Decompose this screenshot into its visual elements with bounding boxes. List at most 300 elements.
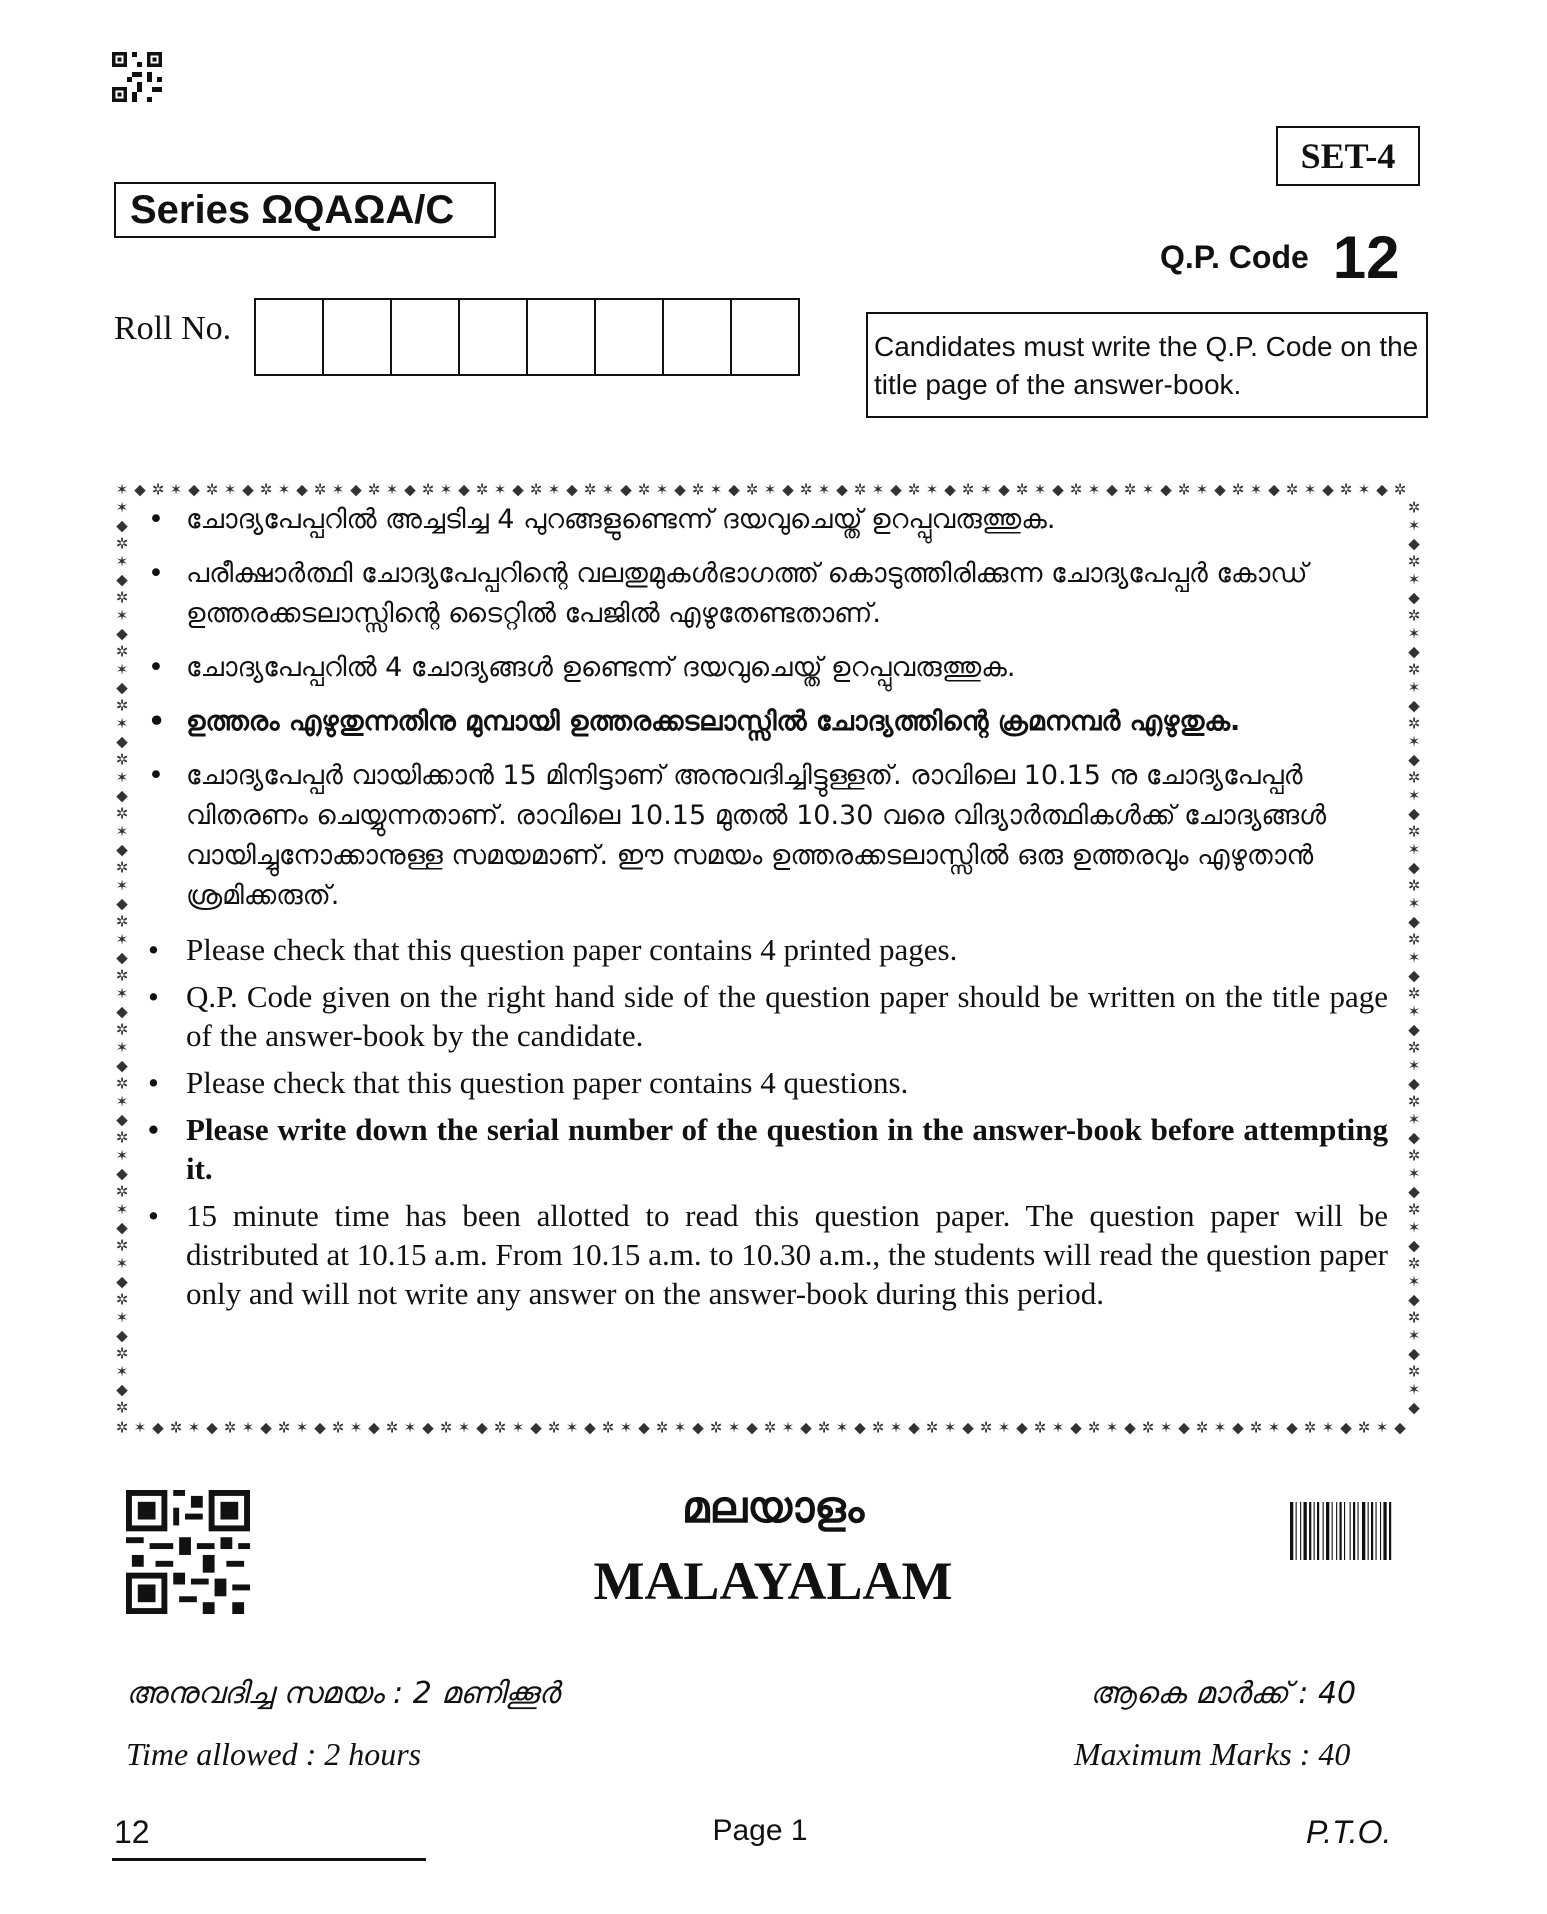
svg-text:✶: ✶	[439, 480, 453, 499]
svg-text:✶: ✶	[277, 480, 291, 499]
bullet-icon: •	[148, 1198, 159, 1233]
svg-text:✶: ✶	[115, 984, 129, 1003]
svg-text:✲: ✲	[1033, 1418, 1047, 1437]
svg-text:✶: ✶	[1407, 948, 1421, 967]
svg-text:◆: ◆	[116, 1326, 128, 1345]
svg-text:◆: ◆	[116, 678, 128, 697]
svg-text:◆: ◆	[206, 1418, 218, 1437]
svg-text:✲: ✲	[1407, 876, 1421, 895]
svg-text:◆: ◆	[1340, 1418, 1352, 1437]
svg-text:◆: ◆	[116, 1110, 128, 1129]
svg-text:✲: ✲	[547, 1418, 561, 1437]
svg-text:◆: ◆	[188, 480, 200, 499]
svg-text:◆: ◆	[134, 480, 146, 499]
qp-code-value: 12	[1332, 223, 1400, 291]
svg-text:✶: ✶	[115, 660, 129, 679]
footer-underline	[112, 1858, 426, 1861]
svg-text:◆: ◆	[692, 1418, 704, 1437]
svg-text:✲: ✲	[115, 534, 129, 553]
svg-text:✲: ✲	[799, 480, 813, 499]
subject-title-malayalam: മലയാളം	[681, 1482, 865, 1533]
svg-text:✶: ✶	[115, 1092, 129, 1111]
svg-text:✲: ✲	[115, 858, 129, 877]
svg-text:✶: ✶	[187, 1418, 201, 1437]
max-marks-malayalam: ആകെ മാർക്ക് : 40	[1090, 1676, 1357, 1711]
roll-no-box[interactable]	[392, 300, 460, 374]
svg-text:✶: ✶	[1407, 624, 1421, 643]
svg-text:✶: ✶	[1249, 480, 1263, 499]
svg-text:◆: ◆	[116, 1002, 128, 1021]
svg-text:◆: ◆	[836, 480, 848, 499]
time-allowed-malayalam: അനുവദിച്ച സമയം : 2 മണിക്കൂർ	[126, 1676, 560, 1711]
svg-text:✶: ✶	[115, 930, 129, 949]
svg-text:✲: ✲	[223, 1418, 237, 1437]
svg-text:✲: ✲	[1087, 1418, 1101, 1437]
svg-text:✶: ✶	[115, 876, 129, 895]
svg-text:✲: ✲	[115, 588, 129, 607]
svg-text:◆: ◆	[1408, 1344, 1420, 1363]
svg-text:◆: ◆	[728, 480, 740, 499]
instruction-text: Q.P. Code given on the right hand side of the question paper should be written on the title page of the answer-book by the candidate.	[186, 979, 1388, 1053]
roll-no-box[interactable]	[664, 300, 732, 374]
footer-code: 12	[114, 1814, 150, 1850]
svg-text:◆: ◆	[1408, 912, 1420, 931]
svg-text:◆: ◆	[1408, 696, 1420, 715]
svg-text:✶: ✶	[943, 1418, 957, 1437]
roll-no-box[interactable]	[528, 300, 596, 374]
svg-text:✶: ✶	[1407, 678, 1421, 697]
instruction-text: ചോദ്യപേപ്പറിൽ അച്ചടിച്ച 4 പുറങ്ങളുണ്ടെന്ന് ദയവുചെയ്ത് ഉറപ്പുവരുത്തുക.	[186, 504, 1056, 535]
svg-text:◆: ◆	[998, 480, 1010, 499]
svg-text:✲: ✲	[421, 480, 435, 499]
svg-text:✲: ✲	[1407, 930, 1421, 949]
svg-text:✶: ✶	[457, 1418, 471, 1437]
svg-text:✶: ✶	[115, 498, 129, 517]
svg-text:✶: ✶	[349, 1418, 363, 1437]
svg-text:✲: ✲	[493, 1418, 507, 1437]
svg-text:✲: ✲	[529, 480, 543, 499]
svg-text:◆: ◆	[566, 480, 578, 499]
svg-text:◆: ◆	[1408, 642, 1420, 661]
svg-text:✲: ✲	[115, 696, 129, 715]
bullet-icon: •	[148, 558, 164, 589]
svg-text:✲: ✲	[205, 480, 219, 499]
svg-text:✶: ✶	[1407, 840, 1421, 859]
svg-text:✶: ✶	[871, 480, 885, 499]
svg-text:✶: ✶	[115, 606, 129, 625]
svg-text:◆: ◆	[1016, 1418, 1028, 1437]
svg-text:◆: ◆	[1408, 858, 1420, 877]
svg-text:✶: ✶	[1267, 1418, 1281, 1437]
svg-text:✲: ✲	[115, 1020, 129, 1039]
svg-text:✲: ✲	[1393, 480, 1407, 499]
svg-text:✲: ✲	[115, 966, 129, 985]
svg-text:◆: ◆	[782, 480, 794, 499]
svg-text:✶: ✶	[1407, 1056, 1421, 1075]
svg-text:◆: ◆	[368, 1418, 380, 1437]
svg-text:✲: ✲	[1407, 1362, 1421, 1381]
svg-text:✶: ✶	[1087, 480, 1101, 499]
svg-text:✲: ✲	[1339, 480, 1353, 499]
svg-text:◆: ◆	[116, 624, 128, 643]
svg-text:✲: ✲	[115, 1418, 129, 1437]
footer-page-number: Page 1	[712, 1814, 808, 1847]
svg-text:✲: ✲	[115, 750, 129, 769]
roll-no-box[interactable]	[256, 300, 324, 374]
svg-text:✲: ✲	[583, 480, 597, 499]
svg-text:✶: ✶	[1375, 1418, 1389, 1437]
svg-text:✲: ✲	[1141, 1418, 1155, 1437]
instruction-item	[148, 1063, 1388, 1102]
svg-text:✶: ✶	[115, 1200, 129, 1219]
svg-text:◆: ◆	[116, 1164, 128, 1183]
svg-text:◆: ◆	[476, 1418, 488, 1437]
svg-text:✶: ✶	[169, 480, 183, 499]
svg-text:✲: ✲	[1177, 480, 1191, 499]
svg-text:✲: ✲	[1231, 480, 1245, 499]
svg-text:◆: ◆	[1408, 750, 1420, 769]
svg-text:◆: ◆	[458, 480, 470, 499]
svg-text:✲: ✲	[763, 1418, 777, 1437]
svg-text:✶: ✶	[1051, 1418, 1065, 1437]
svg-text:✲: ✲	[115, 804, 129, 823]
svg-text:✶: ✶	[115, 768, 129, 787]
svg-text:◆: ◆	[1408, 534, 1420, 553]
svg-text:✶: ✶	[115, 480, 129, 499]
svg-text:✲: ✲	[1407, 1146, 1421, 1165]
svg-text:◆: ◆	[944, 480, 956, 499]
candidate-note: Candidates must write the Q.P. Code on the title page of the answer-book.	[866, 312, 1428, 418]
bullet-icon: •	[148, 652, 164, 683]
svg-text:✶: ✶	[115, 1146, 129, 1165]
svg-text:✶: ✶	[547, 480, 561, 499]
svg-text:✲: ✲	[1407, 1308, 1421, 1327]
svg-text:✶: ✶	[673, 1418, 687, 1437]
svg-text:✲: ✲	[1069, 480, 1083, 499]
svg-text:✶: ✶	[1407, 1218, 1421, 1237]
svg-text:✶: ✶	[1407, 1110, 1421, 1129]
svg-text:◆: ◆	[116, 948, 128, 967]
svg-text:✲: ✲	[979, 1418, 993, 1437]
svg-text:✶: ✶	[1407, 1272, 1421, 1291]
roll-no-box[interactable]	[732, 300, 798, 374]
svg-text:✶: ✶	[1213, 1418, 1227, 1437]
instruction-item	[148, 702, 1388, 742]
bullet-icon: •	[148, 979, 159, 1014]
instruction-item	[148, 756, 1388, 916]
svg-text:✶: ✶	[817, 480, 831, 499]
svg-text:✲: ✲	[1015, 480, 1029, 499]
svg-text:◆: ◆	[1394, 1418, 1406, 1437]
instructions-malayalam	[148, 500, 1388, 916]
svg-text:◆: ◆	[1408, 1398, 1420, 1417]
svg-text:✲: ✲	[1407, 1038, 1421, 1057]
svg-text:✲: ✲	[115, 642, 129, 661]
svg-text:◆: ◆	[512, 480, 524, 499]
svg-text:✶: ✶	[1105, 1418, 1119, 1437]
svg-text:✲: ✲	[961, 480, 975, 499]
svg-text:✲: ✲	[691, 480, 705, 499]
svg-text:✶: ✶	[115, 552, 129, 571]
qp-code-label: Q.P. Code	[1160, 238, 1309, 275]
svg-text:✶: ✶	[889, 1418, 903, 1437]
svg-text:◆: ◆	[1408, 1074, 1420, 1093]
bullet-icon: •	[148, 932, 159, 967]
svg-text:✶: ✶	[1407, 732, 1421, 751]
svg-text:✲: ✲	[115, 1344, 129, 1363]
svg-text:✲: ✲	[907, 480, 921, 499]
svg-text:✲: ✲	[925, 1418, 939, 1437]
svg-text:◆: ◆	[530, 1418, 542, 1437]
svg-text:✶: ✶	[1195, 480, 1209, 499]
svg-text:◆: ◆	[116, 516, 128, 535]
svg-text:✲: ✲	[1407, 1254, 1421, 1273]
svg-text:✶: ✶	[997, 1418, 1011, 1437]
svg-text:◆: ◆	[584, 1418, 596, 1437]
svg-text:◆: ◆	[116, 1272, 128, 1291]
svg-text:✲: ✲	[475, 480, 489, 499]
instructions-block	[148, 500, 1388, 1321]
svg-text:✶: ✶	[511, 1418, 525, 1437]
svg-text:✶: ✶	[1141, 480, 1155, 499]
svg-text:◆: ◆	[1408, 1020, 1420, 1039]
instruction-text: ചോദ്യപേപ്പർ വായിക്കാൻ 15 മിനിട്ടാണ് അനുവദിച്ചിട്ടുള്ളത്. രാവിലെ 10.15 നു ചോദ്യപേപ്പർ വിതരണം ചെയ്യുന്നതാണ്. രാവിലെ 10.15 മുതൽ 10.30 വരെ വിദ്യാർത്ഥികൾക്ക് ചോദ്യങ്ങൾ വായിച്ചുനോക്കാനുള്ള സമയമാണ്. ഈ സമയം ഉത്തരക്കടലാസ്സിൽ ഒരു ഉത്തരവും എഴുതാൻ ശ്രമിക്കരുത്.	[186, 760, 1327, 911]
svg-text:✶: ✶	[1407, 894, 1421, 913]
svg-text:◆: ◆	[638, 1418, 650, 1437]
svg-text:✶: ✶	[115, 1308, 129, 1327]
max-marks-english: Maximum Marks : 40	[1074, 1736, 1351, 1772]
svg-text:✶: ✶	[241, 1418, 255, 1437]
svg-text:◆: ◆	[1052, 480, 1064, 499]
svg-text:✶: ✶	[1357, 480, 1371, 499]
roll-no-box[interactable]	[596, 300, 664, 374]
svg-text:✶: ✶	[1159, 1418, 1173, 1437]
svg-text:✶: ✶	[223, 480, 237, 499]
svg-text:✲: ✲	[871, 1418, 885, 1437]
footer-pto: P.T.O.	[1306, 1814, 1392, 1850]
instruction-text: ചോദ്യപേപ്പറിൽ 4 ചോദ്യങ്ങൾ ഉണ്ടെന്ന് ദയവുചെയ്ത് ഉറപ്പുവരുത്തുക.	[186, 652, 1016, 683]
svg-text:✶: ✶	[115, 822, 129, 841]
svg-text:✲: ✲	[1407, 1092, 1421, 1111]
svg-text:◆: ◆	[1286, 1418, 1298, 1437]
svg-text:✲: ✲	[151, 480, 165, 499]
svg-text:✲: ✲	[745, 480, 759, 499]
svg-text:✲: ✲	[1407, 822, 1421, 841]
svg-text:◆: ◆	[800, 1418, 812, 1437]
svg-text:✶: ✶	[709, 480, 723, 499]
bullet-icon: •	[148, 1112, 159, 1147]
svg-text:◆: ◆	[260, 1418, 272, 1437]
svg-text:◆: ◆	[116, 1380, 128, 1399]
svg-text:✲: ✲	[1407, 606, 1421, 625]
svg-text:◆: ◆	[1070, 1418, 1082, 1437]
svg-text:✶: ✶	[115, 714, 129, 733]
svg-text:◆: ◆	[1322, 480, 1334, 499]
series-label: Series ΩQAΩA/C	[114, 182, 496, 238]
svg-text:✶: ✶	[295, 1418, 309, 1437]
svg-text:✶: ✶	[1407, 1002, 1421, 1021]
svg-text:◆: ◆	[314, 1418, 326, 1437]
svg-text:✲: ✲	[1357, 1418, 1371, 1437]
svg-text:✲: ✲	[1407, 498, 1421, 517]
instruction-text: Please check that this question paper contains 4 questions.	[186, 1065, 909, 1100]
instruction-text: Please check that this question paper contains 4 printed pages.	[186, 932, 958, 967]
svg-text:✶: ✶	[1407, 1164, 1421, 1183]
svg-text:✶: ✶	[133, 1418, 147, 1437]
svg-text:◆: ◆	[116, 840, 128, 859]
svg-text:◆: ◆	[1214, 480, 1226, 499]
svg-text:✲: ✲	[1303, 1418, 1317, 1437]
svg-text:◆: ◆	[116, 786, 128, 805]
svg-text:✲: ✲	[259, 480, 273, 499]
svg-text:✶: ✶	[655, 480, 669, 499]
svg-text:◆: ◆	[1408, 1290, 1420, 1309]
qr-code-large	[126, 1490, 250, 1614]
svg-text:✶: ✶	[1321, 1418, 1335, 1437]
svg-text:✶: ✶	[1407, 786, 1421, 805]
svg-text:✲: ✲	[1285, 480, 1299, 499]
qp-code	[1160, 222, 1400, 292]
svg-text:✲: ✲	[853, 480, 867, 499]
svg-text:◆: ◆	[1408, 804, 1420, 823]
svg-text:◆: ◆	[242, 480, 254, 499]
svg-text:◆: ◆	[890, 480, 902, 499]
svg-text:✲: ✲	[1249, 1418, 1263, 1437]
svg-text:✲: ✲	[277, 1418, 291, 1437]
svg-text:◆: ◆	[1408, 966, 1420, 985]
svg-text:◆: ◆	[1106, 480, 1118, 499]
svg-text:✲: ✲	[313, 480, 327, 499]
svg-text:✲: ✲	[601, 1418, 615, 1437]
svg-text:◆: ◆	[152, 1418, 164, 1437]
svg-text:◆: ◆	[1408, 1128, 1420, 1147]
svg-text:◆: ◆	[350, 480, 362, 499]
bullet-icon: •	[148, 760, 164, 791]
instruction-text: 15 minute time has been allotted to read this question paper. The question paper will be distributed at 10.15 a.m. From 10.15 a.m. to 10.30 a.m., the students will read the question paper only and will not write any answer on the answer-book during this period.	[186, 1198, 1388, 1311]
svg-text:✲: ✲	[637, 480, 651, 499]
svg-text:✶: ✶	[601, 480, 615, 499]
svg-text:✶: ✶	[979, 480, 993, 499]
instruction-item	[148, 930, 1388, 969]
svg-text:◆: ◆	[908, 1418, 920, 1437]
svg-text:✲: ✲	[1407, 660, 1421, 679]
svg-text:✲: ✲	[1123, 480, 1137, 499]
svg-text:✲: ✲	[115, 1398, 129, 1417]
svg-text:◆: ◆	[962, 1418, 974, 1437]
svg-text:✲: ✲	[331, 1418, 345, 1437]
svg-text:✶: ✶	[115, 1254, 129, 1273]
instruction-item	[148, 500, 1388, 540]
instruction-item	[148, 977, 1388, 1055]
roll-no-label: Roll No.	[114, 310, 232, 347]
instruction-item	[148, 1110, 1388, 1188]
instruction-text: Please write down the serial number of the question in the answer-book before attempting it.	[186, 1112, 1388, 1186]
svg-text:◆: ◆	[1232, 1418, 1244, 1437]
svg-text:✶: ✶	[925, 480, 939, 499]
svg-text:◆: ◆	[404, 480, 416, 499]
svg-text:◆: ◆	[1408, 588, 1420, 607]
instruction-item	[148, 554, 1388, 634]
svg-text:◆: ◆	[116, 1056, 128, 1075]
svg-text:✲: ✲	[655, 1418, 669, 1437]
svg-text:✶: ✶	[835, 1418, 849, 1437]
svg-text:◆: ◆	[1178, 1418, 1190, 1437]
svg-text:✶: ✶	[115, 1038, 129, 1057]
svg-text:✶: ✶	[1033, 480, 1047, 499]
svg-text:◆: ◆	[1408, 1236, 1420, 1255]
set-label: SET-4	[1276, 126, 1420, 186]
svg-text:✲: ✲	[817, 1418, 831, 1437]
svg-text:✲: ✲	[439, 1418, 453, 1437]
svg-text:◆: ◆	[296, 480, 308, 499]
svg-text:✲: ✲	[115, 1128, 129, 1147]
svg-text:✲: ✲	[1407, 714, 1421, 733]
svg-text:✶: ✶	[1407, 1380, 1421, 1399]
svg-text:✲: ✲	[115, 1182, 129, 1201]
svg-text:◆: ◆	[116, 570, 128, 589]
svg-text:✶: ✶	[385, 480, 399, 499]
roll-no-boxes[interactable]	[254, 298, 800, 376]
bullet-icon: •	[148, 706, 166, 737]
svg-text:✲: ✲	[169, 1418, 183, 1437]
svg-text:✲: ✲	[1407, 552, 1421, 571]
roll-no-box[interactable]	[460, 300, 528, 374]
svg-text:◆: ◆	[620, 480, 632, 499]
qr-code-small	[112, 52, 162, 102]
svg-text:◆: ◆	[1408, 1182, 1420, 1201]
svg-text:✶: ✶	[115, 1362, 129, 1381]
instruction-text: പരീക്ഷാർത്ഥി ചോദ്യപേപ്പറിന്റെ വലതുമുകൾഭാഗത്ത് കൊടുത്തിരിക്കുന്ന ചോദ്യപേപ്പർ കോഡ് ഉത്തരക്കടലാസ്സിന്റെ ടൈറ്റിൽ പേജിൽ എഴുതേണ്ടതാണ്.	[186, 558, 1308, 629]
svg-text:◆: ◆	[1160, 480, 1172, 499]
instruction-item	[148, 648, 1388, 688]
instructions-english	[148, 930, 1388, 1313]
svg-text:◆: ◆	[116, 1218, 128, 1237]
svg-text:◆: ◆	[674, 480, 686, 499]
svg-text:✶: ✶	[781, 1418, 795, 1437]
instruction-text: ഉത്തരം എഴുതുന്നതിനു മുമ്പായി ഉത്തരക്കടലാസ്സിൽ ചോദ്യത്തിന്റെ ക്രമനമ്പർ എഴുതുക.	[186, 706, 1241, 737]
svg-text:✲: ✲	[709, 1418, 723, 1437]
barcode	[1288, 1502, 1408, 1560]
svg-text:✶: ✶	[493, 480, 507, 499]
svg-text:◆: ◆	[1268, 480, 1280, 499]
svg-text:✶: ✶	[1303, 480, 1317, 499]
svg-text:✲: ✲	[115, 1290, 129, 1309]
svg-text:◆: ◆	[746, 1418, 758, 1437]
svg-text:✶: ✶	[1407, 1326, 1421, 1345]
svg-text:◆: ◆	[116, 894, 128, 913]
svg-text:✲: ✲	[385, 1418, 399, 1437]
bullet-icon: •	[148, 504, 164, 535]
svg-text:◆: ◆	[1376, 480, 1388, 499]
svg-text:✶: ✶	[565, 1418, 579, 1437]
svg-text:✲: ✲	[115, 912, 129, 931]
svg-text:◆: ◆	[116, 732, 128, 751]
svg-text:✲: ✲	[115, 1236, 129, 1255]
subject-title-english: MALAYALAM	[593, 1551, 953, 1611]
svg-text:✶: ✶	[331, 480, 345, 499]
svg-text:✲: ✲	[1407, 984, 1421, 1003]
time-allowed-english: Time allowed : 2 hours	[126, 1736, 422, 1772]
svg-text:✶: ✶	[1407, 516, 1421, 535]
roll-no-box[interactable]	[324, 300, 392, 374]
bullet-icon: •	[148, 1065, 159, 1100]
svg-text:◆: ◆	[854, 1418, 866, 1437]
svg-text:✲: ✲	[1407, 768, 1421, 787]
svg-text:◆: ◆	[1124, 1418, 1136, 1437]
svg-text:✲: ✲	[115, 1074, 129, 1093]
svg-text:✶: ✶	[619, 1418, 633, 1437]
svg-text:✶: ✶	[403, 1418, 417, 1437]
